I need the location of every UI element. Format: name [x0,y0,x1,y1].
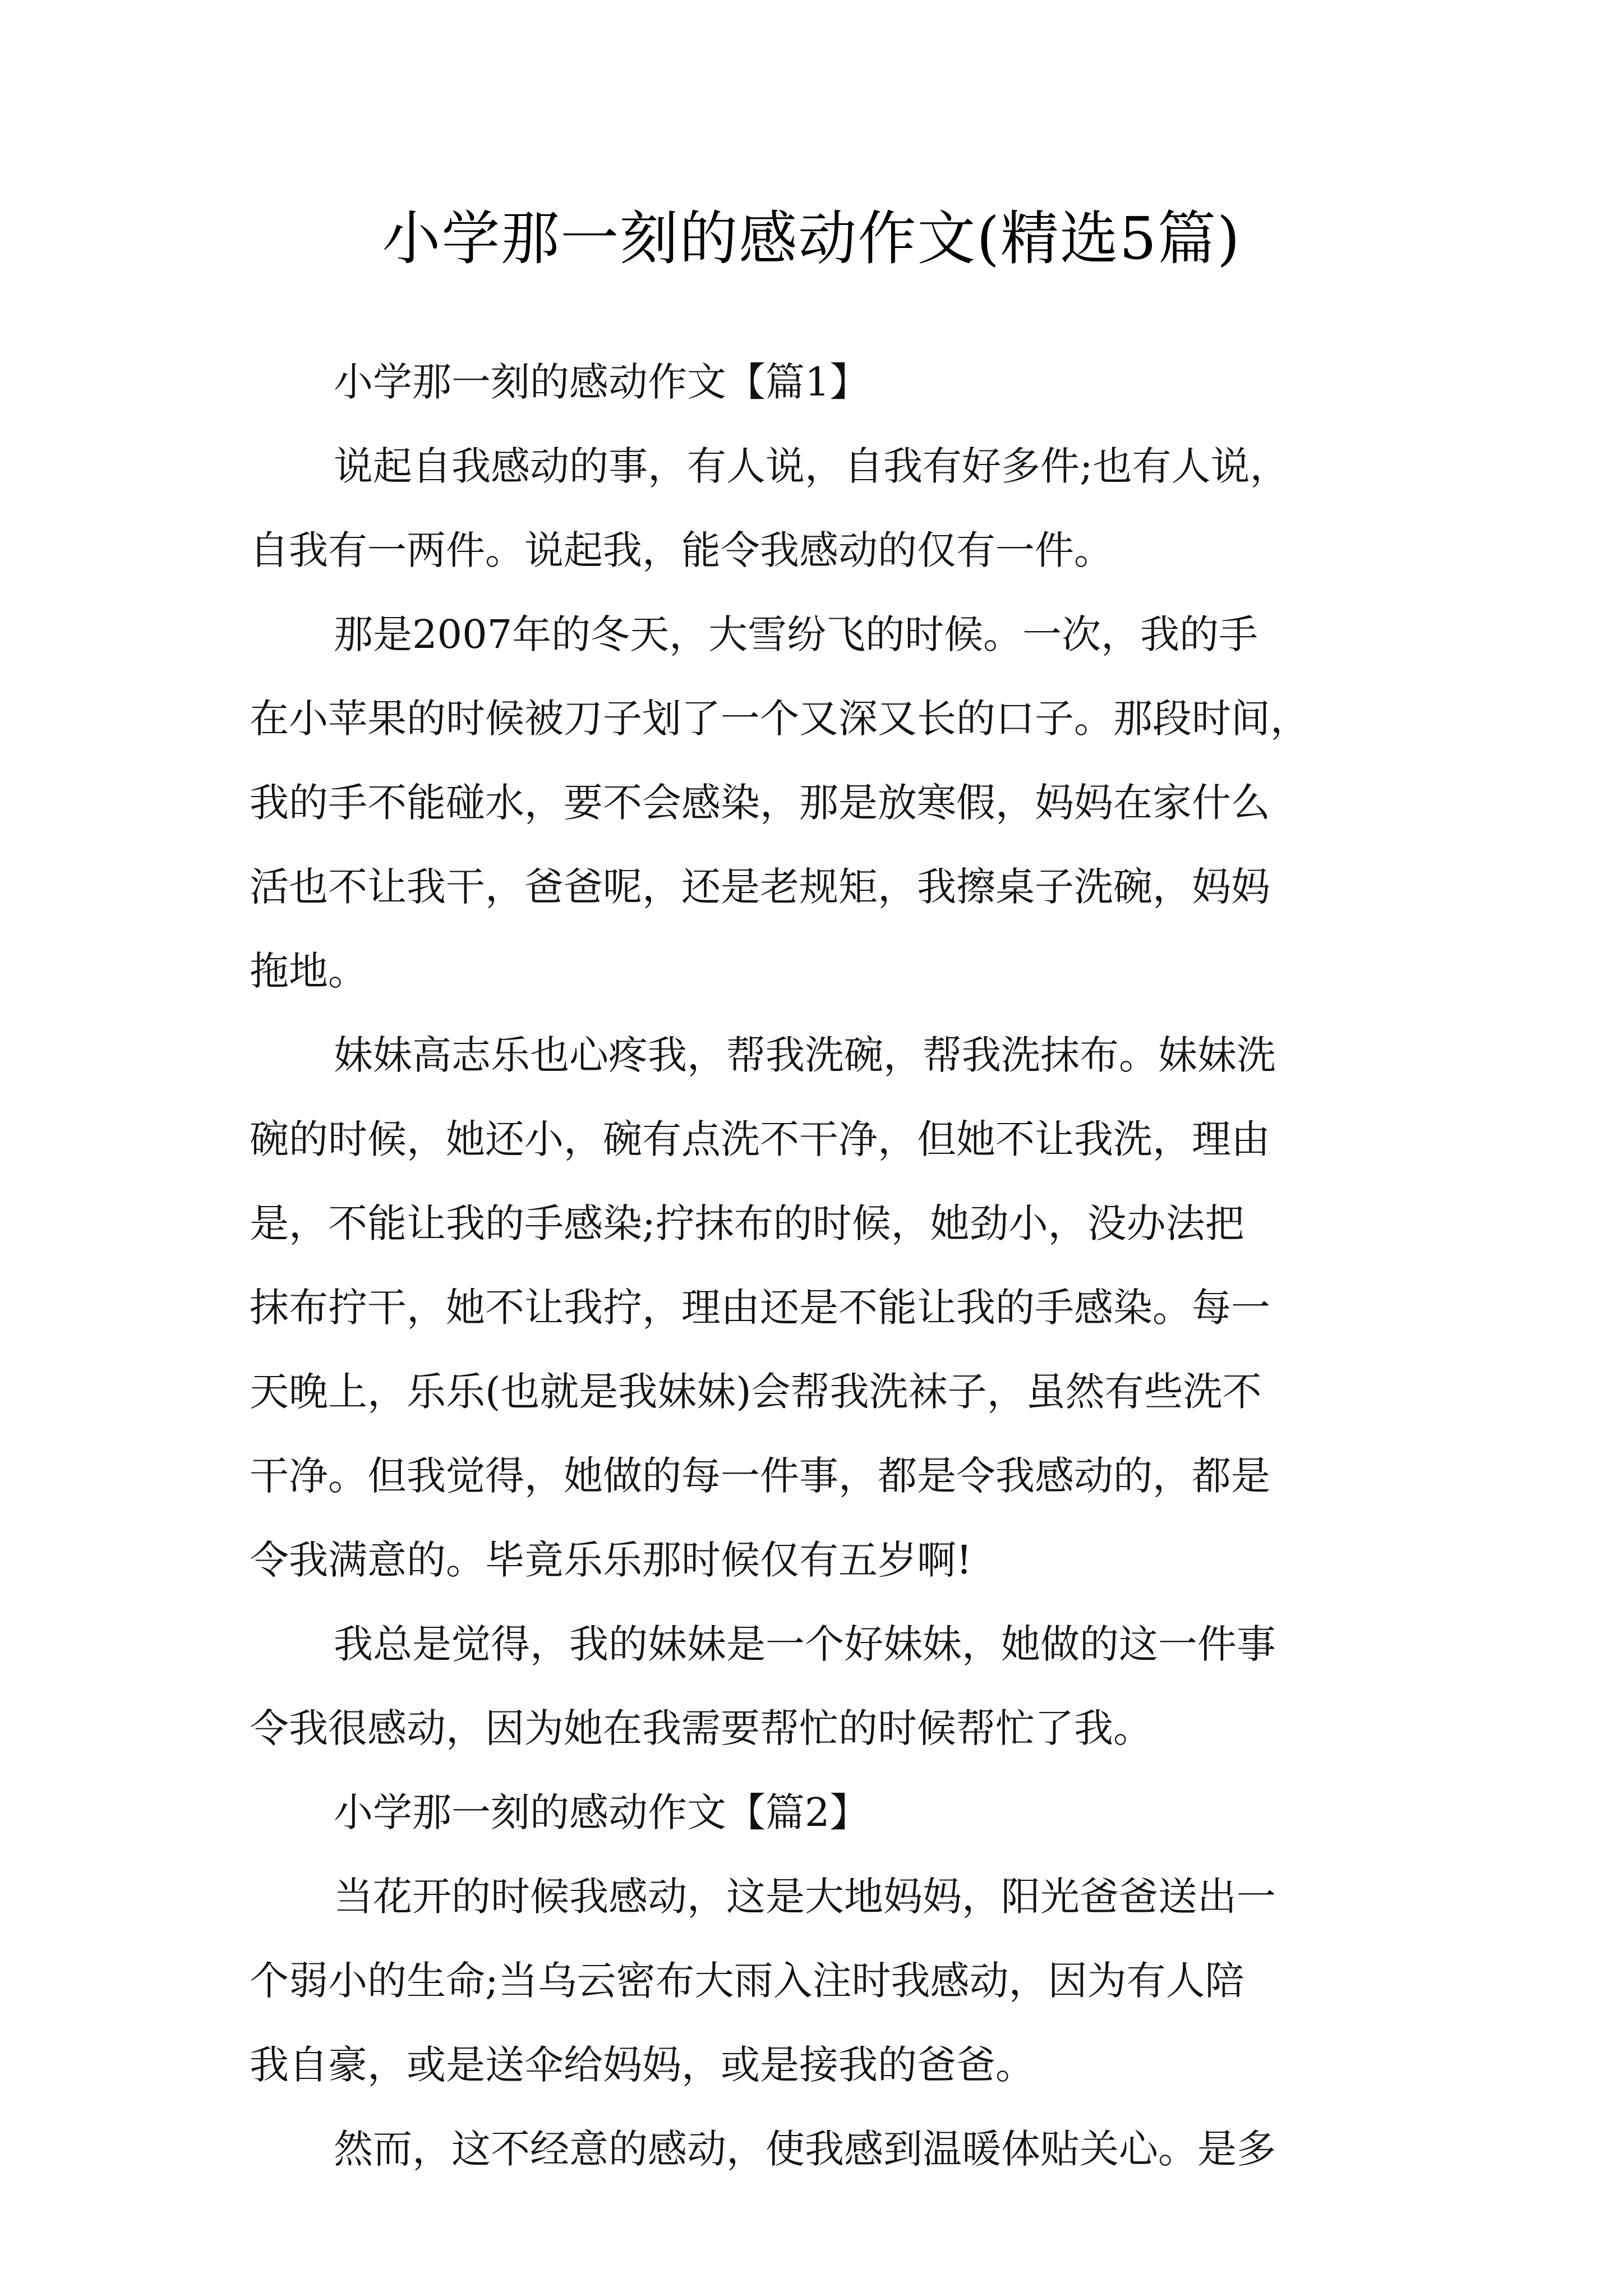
section-heading-1: 小学那一刻的感动作文【篇1】 [334,359,869,405]
text-line: 个弱小的生命;当乌云密布大雨入注时我感动，因为有人陪 [250,1958,1244,2004]
text-line: 然而，这不经意的感动，使我感到温暖体贴关心。是多 [334,2126,1276,2172]
paragraph-6 [250,2107,1388,2191]
text-line: 我自豪，或是送伞给妈妈，或是接我的爸爸。 [250,2042,1035,2088]
text-line: 那是2007年的冬天，大雪纷飞的时候。一次，我的手 [334,611,1258,657]
text-line: 说起自我感动的事，有人说，自我有好多件;也有人说， [334,443,1289,489]
paragraph-2 [250,592,1388,1013]
paragraph-3 [250,1013,1388,1602]
text-line: 拖地。 [250,948,367,994]
text-line: 令我很感动，因为她在我需要帮忙的时候帮忙了我。 [250,1705,1152,1751]
text-line: 妹妹高志乐也心疼我，帮我洗碗，帮我洗抹布。妹妹洗 [334,1032,1276,1078]
text-line: 干净。但我觉得，她做的每一件事，都是令我感动的，都是 [250,1453,1270,1499]
paragraph-5 [250,1855,1388,2107]
text-line: 我总是觉得，我的妹妹是一个好妹妹，她做的这一件事 [334,1621,1276,1667]
document-body [250,340,1388,2191]
text-line: 当花开的时候我感动，这是大地妈妈，阳光爸爸送出一 [334,1874,1276,1920]
text-line: 自我有一两件。说起我，能令我感动的仅有一件。 [250,527,1113,573]
paragraph-4 [250,1602,1388,1770]
text-line: 在小苹果的时候被刀子划了一个又深又长的口子。那段时间， [250,696,1310,742]
text-line: 天晚上，乐乐(也就是我妹妹)会帮我洗袜子，虽然有些洗不 [250,1369,1262,1415]
section-heading-2: 小学那一刻的感动作文【篇2】 [334,1789,869,1835]
text-line: 是，不能让我的手感染;拧抹布的时候，她劲小，没办法把 [250,1200,1244,1246]
text-line: 抹布拧干，她不让我拧，理由还是不能让我的手感染。每一 [250,1285,1270,1331]
text-line: 我的手不能碰水，要不会感染，那是放寒假，妈妈在家什么 [250,780,1270,826]
text-line: 碗的时候，她还小，碗有点洗不干净，但她不让我洗，理由 [250,1116,1270,1162]
text-line: 活也不让我干，爸爸呢，还是老规矩，我擦桌子洗碗，妈妈 [250,864,1270,910]
document-title: 小学那一刻的感动作文(精选5篇) [382,204,1241,273]
paragraph-1 [250,424,1388,592]
text-line: 令我满意的。毕竟乐乐那时候仅有五岁啊! [250,1537,972,1583]
